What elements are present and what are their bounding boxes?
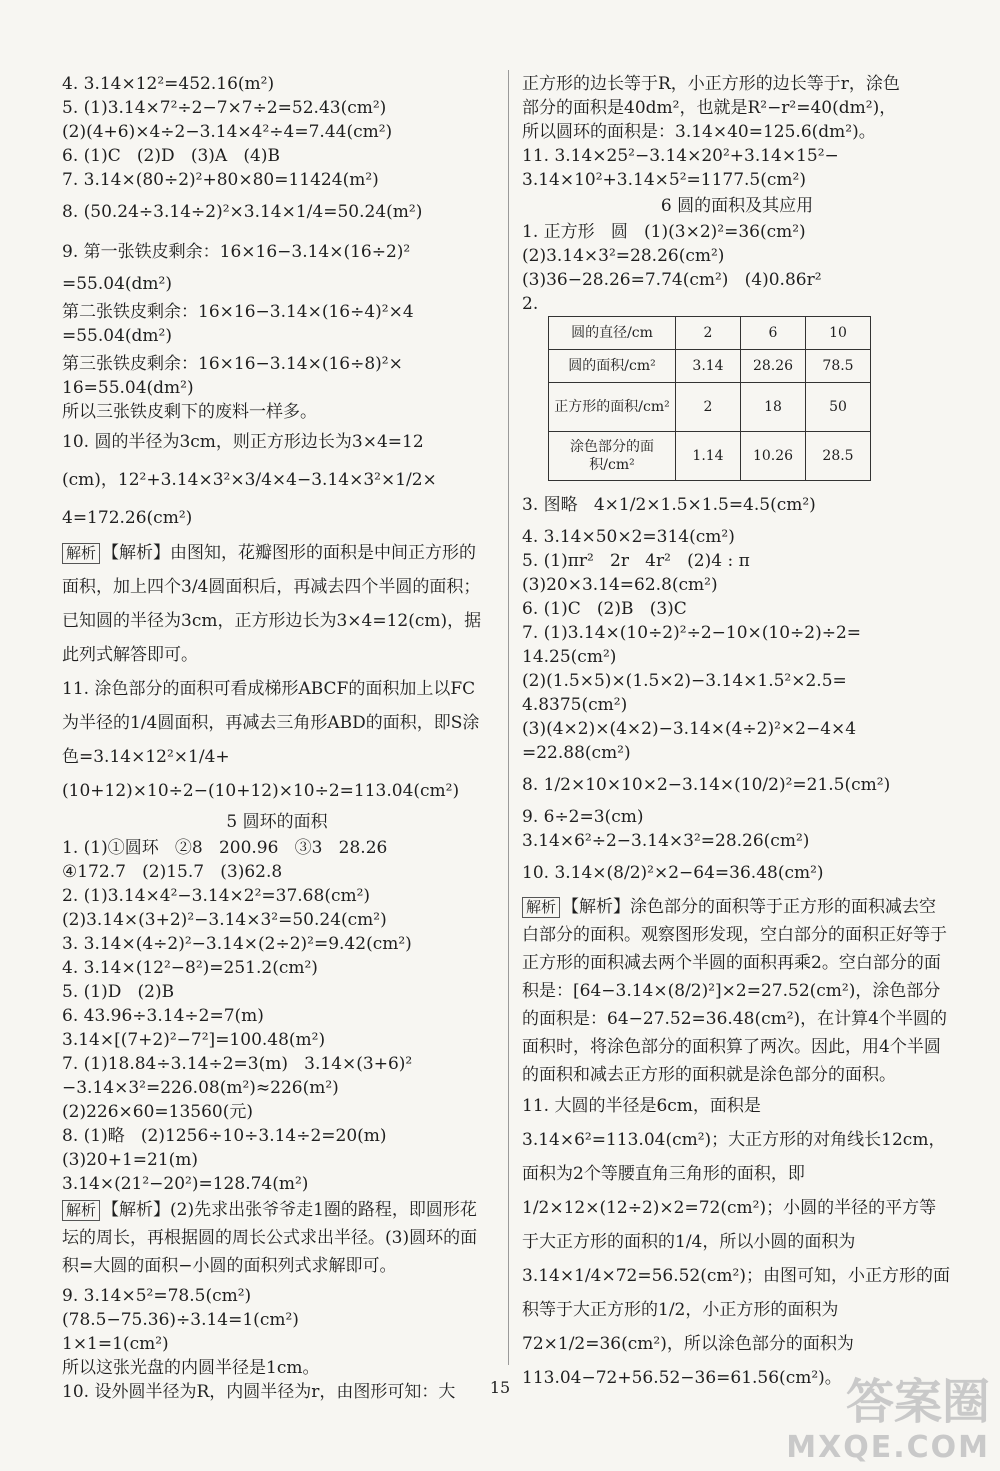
answer-line: 正方形的边长等于R，小正方形的边长等于r，涂色 [522,74,900,94]
answer-line: 6. (1)C (2)D (3)A (4)B [62,146,280,166]
answer-line: (78.5−75.36)÷3.14=1(cm²) [62,1310,299,1330]
table-cell: 10.26 [741,432,806,481]
answer-line: 1. 正方形 圆 (1)(3×2)²=36(cm²) [522,222,806,242]
analysis-paragraph: 解析 【解析】(2)先求出张爷爷走1圈的路程，即圆形花坛的周长，再根据圆的周长公式求出半径。(3)圆环的面积=大圆的面积−小圆的面积列式求解即可。 [62,1200,478,1276]
table-cell: 28.5 [806,432,871,481]
answer-line: (3)(4×2)×(4×2)−3.14×(4÷2)²×2−4×4 [522,719,857,739]
answer-line: 所以这张光盘的内圆半径是1cm。 [62,1358,320,1378]
answer-line: 9. 3.14×5²=78.5(cm²) [62,1286,252,1306]
answer-line: 3.14×6²÷2−3.14×3²=28.26(cm²) [522,831,810,851]
answer-line: 2. (1)3.14×4²−3.14×2²=37.68(cm²) [62,886,371,906]
table-cell: 2 [676,383,741,432]
answer-line: 10. 3.14×(8/2)²×2−64=36.48(cm²) [522,863,824,883]
answer-line: ④172.7 (2)15.7 (3)62.8 [62,862,283,882]
table-cell: 2 [676,317,741,350]
answer-line: 所以三张铁皮剩下的废料一样多。 [62,402,317,422]
answer-line: 3. 图略 4×1/2×1.5×1.5=4.5(cm²) [522,495,816,515]
answer-line: 部分的面积是40dm²，也就是R²−r²=40(dm²)， [522,98,897,118]
answer-line: 7. (1)18.84÷3.14÷2=3(m) 3.14×(3+6)² [62,1054,413,1074]
table-cell: 3.14 [676,350,741,383]
analysis-tag: 解析 [62,543,100,564]
answer-line: 第三张铁皮剩余：16×16−3.14×(16÷8)²× [62,354,403,374]
table-header-cell: 圆的面积/cm² [549,350,676,383]
table-cell: 10 [806,317,871,350]
watermark-line2: MXQE.COM [786,1430,990,1465]
table-header-cell: 圆的直径/cm [549,317,676,350]
answer-line: 3.14×10²+3.14×5²=1177.5(cm²) [522,170,806,190]
answer-line: (2)(1.5×5)×(1.5×2)−3.14×1.5²×2.5= [522,671,847,691]
watermark-line1: 答案圈 [845,1374,990,1430]
answer-line: 10. 设外圆半径为R，内圆半径为r，由图形可知：大 [62,1382,456,1402]
answer-line: 16=55.04(dm²) [62,378,194,398]
answer-line: 9. 6÷2=3(cm) [522,807,644,827]
table-cell: 50 [806,383,871,432]
answer-line: 2. [522,294,539,314]
table-row [549,432,871,481]
answer-line: (cm)，12²+3.14×3²×3/4×4−3.14×3²×1/2× [62,470,437,490]
answer-line: 4. 3.14×12²=452.16(m²) [62,74,275,94]
answer-line: (2)3.14×3²=28.26(cm²) [522,246,725,266]
answer-line: 6. (1)C (2)B (3)C [522,599,687,619]
table-row [549,383,871,432]
table-row [549,350,871,383]
answer-line: 3.14×[(7+2)²−7²]=100.48(m²) [62,1030,326,1050]
answer-line: 1. (1)①圆环 ②8 200.96 ③3 28.26 [62,838,388,858]
answer-line: 7. (1)3.14×(10÷2)²÷2−10×(10÷2)÷2= [522,623,862,643]
analysis-paragraph: 解析 【解析】涂色部分的面积等于正方形的面积减去空白部分的面积。观察图形发现，空白部分的面积正好等于正方形的面积减去两个半圆的面积再乘2。空白部分的面积是：[64−3.14×(8/2)²]×2=27.52(cm²)，涂色部分的面积是：64−27.52=36.48(cm²)，在计算4个半圆的面积时，将涂色部分的面积算了两次。因此，用4个半圆的面积和减去正方形的面积就是涂色部分的面积。 [522,897,947,1085]
answer-line: 3.14×(21²−20²)=128.74(m²) [62,1174,309,1194]
analysis-tag: 解析 [522,897,560,918]
page-number: 15 [489,1378,511,1397]
answer-line: (3)36−28.26=7.74(cm²) (4)0.86r² [522,270,822,290]
answer-line: =55.04(dm²) [62,326,172,346]
analysis-paragraph: 解析 【解析】由图知，花瓣图形的面积是中间正方形的面积，加上四个3/4圆面积后，再减去四个半圆的面积；已知圆的半径为3cm，正方形边长为3×4=12(cm)，据此列式解答即可。 [62,543,482,665]
table-cell: 1.14 [676,432,741,481]
section-title: 6 圆的面积及其应用 [660,196,814,216]
answer-line: −3.14×3²=226.08(m²)≈226(m²) [62,1078,339,1098]
answer-line: =55.04(dm²) [62,274,172,294]
analysis-tag: 解析 [62,1200,100,1221]
answer-paragraph: 11. 大圆的半径是6cm，面积是3.14×6²=113.04(cm²)；大正方形的对角线长12cm，面积为2个等腰直角三角形的面积，即1/2×12×(12÷2)×2=72(cm²)；小圆的半径的平方等于大正方形的面积的1/4，所以小圆的面积为3.14×1/4×72=56.52(cm²)；由图可知，小正方形的面积等于大正方形的1/2，小正方形的面积为72×1/2=36(cm²)，所以涂色部分的面积为113.04−72+56.52−36=61.56(cm²)。 [522,1096,950,1388]
answer-line: 第二张铁皮剩余：16×16−3.14×(16÷4)²×4 [62,302,414,322]
answer-line: (3)20+1=21(m) [62,1150,199,1170]
table-cell: 18 [741,383,806,432]
answer-line: 4. 3.14×50×2=314(cm²) [522,527,735,547]
answer-paragraph: 11. 涂色部分的面积可看成梯形ABCF的面积加上以FC为半径的1/4圆面积，再减去三角形ABD的面积，即S涂色=3.14×12²×1/4+(10+12)×10÷2−(10+12)×10÷2=113.04(cm²) [62,679,480,801]
table-cell: 6 [741,317,806,350]
table-header-cell: 正方形的面积/cm² [549,383,676,432]
answer-line: =22.88(cm²) [522,743,631,763]
table-row [549,317,871,350]
answer-line: 所以圆环的面积是：3.14×40=125.6(dm²)。 [522,122,876,142]
left-column [62,72,492,1404]
answer-line: 14.25(cm²) [522,647,617,667]
answer-line: 5. (1)πr² 2r 4r² (2)4 : π [522,551,750,571]
answer-line: 6. 43.96÷3.14÷2=7(m) [62,1006,264,1026]
answer-line: 4. 3.14×(12²−8²)=251.2(cm²) [62,958,318,978]
answer-line: 5. (1)3.14×7²÷2−7×7÷2=52.43(cm²) [62,98,387,118]
answer-line: 5. (1)D (2)B [62,982,175,1002]
answer-line: 8. 1/2×10×10×2−3.14×(10/2)²=21.5(cm²) [522,775,891,795]
answer-line: 7. 3.14×(80÷2)²+80×80=11424(m²) [62,170,379,190]
answer-line: (3)20×3.14=62.8(cm²) [522,575,718,595]
table-cell: 78.5 [806,350,871,383]
table-cell: 28.26 [741,350,806,383]
answer-line: (2)(4+6)×4÷2−3.14×4²÷4=7.44(cm²) [62,122,393,142]
answer-line: 10. 圆的半径为3cm，则正方形边长为3×4=12 [62,432,424,452]
column-divider [508,70,509,1365]
table-header-cell: 涂色部分的面积/cm² [549,432,676,481]
answer-line: (2)226×60=13560(元) [62,1102,253,1122]
answer-line: 9. 第一张铁皮剩余：16×16−3.14×(16÷2)² [62,242,411,262]
answer-line: 3. 3.14×(4÷2)²−3.14×(2÷2)²=9.42(cm²) [62,934,412,954]
answer-line: 1×1=1(cm²) [62,1334,169,1354]
answer-line: 4=172.26(cm²) [62,508,193,528]
answer-line: (2)3.14×(3+2)²−3.14×3²=50.24(cm²) [62,910,387,930]
answer-line: 8. (1)略 (2)1256÷10÷3.14÷2=20(m) [62,1126,387,1146]
answer-line: 11. 3.14×25²−3.14×20²+3.14×15²− [522,146,839,166]
section-title: 5 圆环的面积 [226,812,328,832]
answer-line: 8. (50.24÷3.14÷2)²×3.14×1/4=50.24(m²) [62,202,423,222]
right-column [522,72,952,1395]
answer-table [548,316,871,481]
answer-line: 4.8375(cm²) [522,695,628,715]
watermark-logo [786,1374,990,1465]
